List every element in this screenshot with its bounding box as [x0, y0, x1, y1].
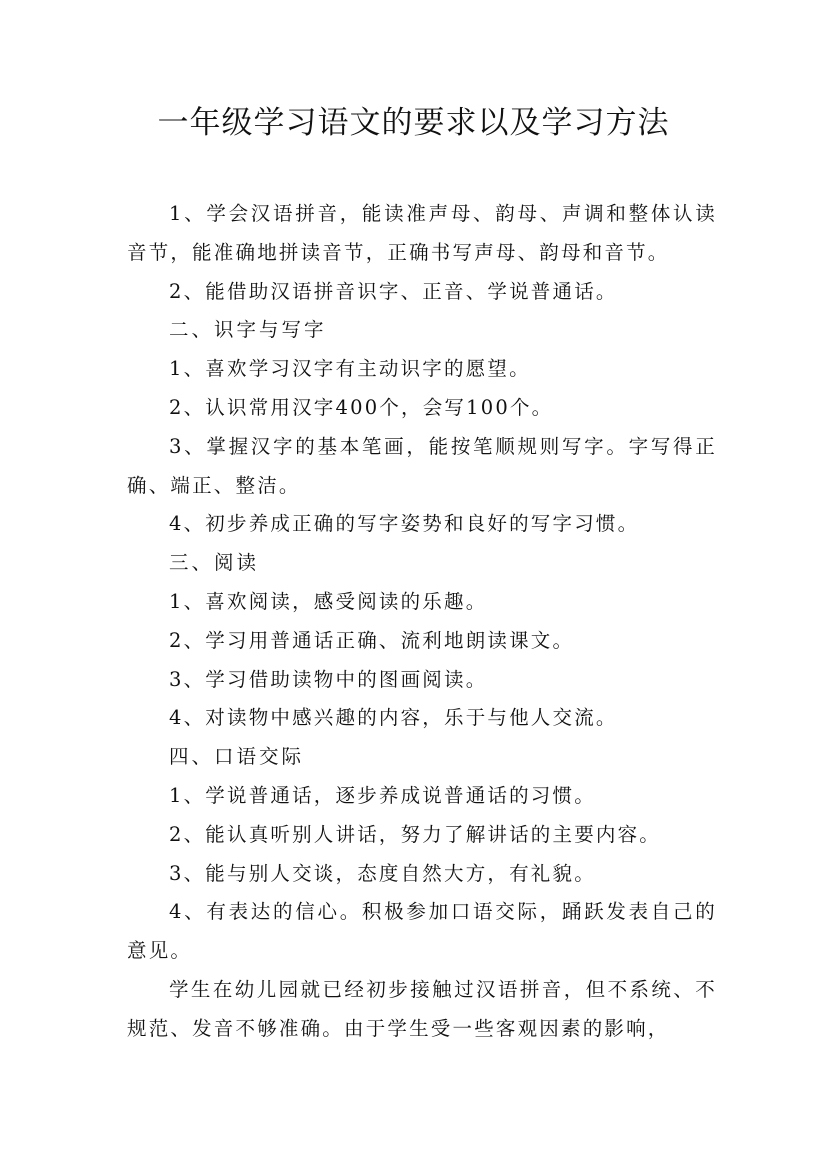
document-body — [127, 195, 717, 1049]
paragraph-literacy-3: 3、掌握汉字的基本笔画，能按笔顺规则写字。字写得正确、端正、整洁。 — [127, 434, 717, 497]
paragraph-pinyin-2: 2、能借助汉语拼音识字、正音、学说普通话。 — [169, 279, 618, 303]
section-heading-oral: 四、口语交际 — [169, 745, 305, 769]
paragraph-reading-4: 4、对读物中感兴趣的内容，乐于与他人交流。 — [169, 706, 618, 730]
paragraph-reading-1: 1、喜欢阅读，感受阅读的乐趣。 — [169, 589, 488, 613]
paragraph-pinyin-1: 1、学会汉语拼音，能读准声母、韵母、声调和整体认读音节，能准确地拼读音节，正确书写声母、韵母和音节。 — [127, 202, 717, 264]
paragraph-reading-3: 3、学习借助读物中的图画阅读。 — [169, 667, 488, 691]
section-heading-literacy: 二、识字与写字 — [169, 318, 327, 342]
document-title: 一年级学习语文的要求以及学习方法 — [157, 105, 670, 141]
paragraph-literacy-2: 2、认识常用汉字400个，会写100个。 — [169, 395, 554, 419]
paragraph-oral-1: 1、学说普通话，逐步养成说普通话的习惯。 — [169, 783, 596, 807]
paragraph-oral-2: 2、能认真听别人讲话，努力了解讲话的主要内容。 — [169, 822, 662, 846]
paragraph-pinyin-method: 学生在幼儿园就已经初步接触过汉语拼音，但不系统、不规范、发音不够准确。由于学生受一些客观因素的影响， — [127, 977, 717, 1040]
paragraph-literacy-1: 1、喜欢学习汉字有主动识字的愿望。 — [169, 357, 531, 381]
paragraph-oral-3: 3、能与别人交谈，态度自然大方，有礼貌。 — [169, 861, 596, 885]
paragraph-literacy-4: 4、初步养成正确的写字姿势和良好的写字习惯。 — [169, 512, 640, 536]
section-heading-reading: 三、阅读 — [169, 551, 260, 575]
paragraph-reading-2: 2、学习用普通话正确、流利地朗读课文。 — [169, 628, 575, 652]
paragraph-oral-4: 4、有表达的信心。积极参加口语交际，踊跃发表自己的意见。 — [127, 900, 717, 963]
